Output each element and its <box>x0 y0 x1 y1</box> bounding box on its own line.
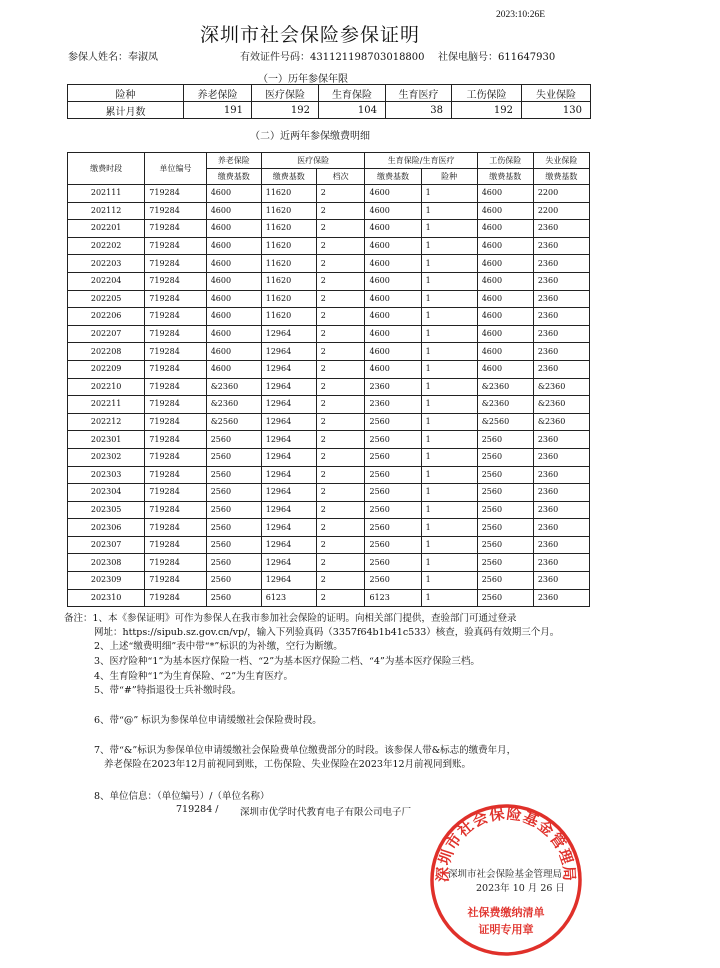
table-cell: 719284 <box>145 484 206 502</box>
table-cell: 202203 <box>68 255 145 273</box>
summary-header-cell: 生育医疗 <box>386 85 452 102</box>
table-cell: 719284 <box>145 202 206 220</box>
table-cell: 1 <box>421 448 477 466</box>
table-cell: 1 <box>421 325 477 343</box>
table-cell: 2560 <box>477 466 533 484</box>
table-cell: 1 <box>421 220 477 238</box>
table-cell: 1 <box>421 360 477 378</box>
detail-header-cell: 失业保险 <box>533 153 589 169</box>
table-cell: 202208 <box>68 343 145 361</box>
table-cell: 2 <box>316 501 365 519</box>
table-row <box>68 484 590 502</box>
note-7: 7、带“&”标识为参保单位申请缓缴社会保险费单位缴费部分的时段。该参保人带&标志的缴费年月， <box>94 745 517 756</box>
table-cell: 1 <box>421 185 477 203</box>
summary-value: 191 <box>184 102 252 119</box>
table-cell: 2360 <box>533 484 589 502</box>
table-cell: 6123 <box>365 589 421 607</box>
table-cell: 2560 <box>365 572 421 590</box>
table-cell: 2200 <box>533 185 589 203</box>
table-cell: 4600 <box>206 343 261 361</box>
table-cell: 719284 <box>145 413 206 431</box>
summary-header-row <box>68 85 591 102</box>
table-cell: 2360 <box>533 220 589 238</box>
note-3: 3、医疗险种“1”为基本医疗保险一档、“2”为基本医疗保险二档、“4”为基本医疗保险三档。 <box>94 656 480 667</box>
table-cell: 1 <box>421 431 477 449</box>
table-cell: 1 <box>421 396 477 414</box>
table-cell: 2560 <box>206 431 261 449</box>
detail-subheader-cell: 缴费基数 <box>477 169 533 185</box>
table-cell: 2560 <box>477 554 533 572</box>
social-security-number: 社保电脑号：611647930 <box>438 52 556 63</box>
table-cell: 719284 <box>145 536 206 554</box>
detail-header-cell: 工伤保险 <box>477 153 533 169</box>
table-cell: 4600 <box>206 185 261 203</box>
table-cell: 2560 <box>206 501 261 519</box>
table-cell: 12964 <box>261 519 316 537</box>
table-row <box>68 343 590 361</box>
table-cell: 202307 <box>68 536 145 554</box>
table-cell: 1 <box>421 466 477 484</box>
table-cell: 1 <box>421 308 477 326</box>
unit-name: 深圳市优学时代教育电子有限公司电子厂 <box>240 807 412 818</box>
table-cell: 2560 <box>477 431 533 449</box>
table-cell: 2560 <box>206 554 261 572</box>
summary-value: 192 <box>452 102 522 119</box>
table-cell: 2560 <box>365 448 421 466</box>
table-cell: 4600 <box>365 360 421 378</box>
table-cell: 2360 <box>533 290 589 308</box>
table-cell: 11620 <box>261 185 316 203</box>
table-row <box>68 413 590 431</box>
table-cell: 719284 <box>145 308 206 326</box>
table-cell: 719284 <box>145 396 206 414</box>
table-row <box>68 290 590 308</box>
table-row <box>68 466 590 484</box>
table-cell: 4600 <box>206 272 261 290</box>
table-row <box>68 501 590 519</box>
table-cell: 202207 <box>68 325 145 343</box>
table-cell: 2560 <box>206 466 261 484</box>
table-cell: 1 <box>421 572 477 590</box>
table-cell: 12964 <box>261 360 316 378</box>
summary-header-cell: 工伤保险 <box>452 85 522 102</box>
table-cell: 1 <box>421 378 477 396</box>
table-cell: 719284 <box>145 431 206 449</box>
table-cell: 1 <box>421 272 477 290</box>
summary-header-cell: 养老保险 <box>184 85 252 102</box>
table-cell: 2360 <box>533 572 589 590</box>
table-cell: &2360 <box>477 396 533 414</box>
table-cell: 719284 <box>145 448 206 466</box>
table-cell: 4600 <box>206 220 261 238</box>
detail-subheader-cell: 缴费基数 <box>206 169 261 185</box>
detail-subheader-cell: 缴费基数 <box>365 169 421 185</box>
table-cell: 202206 <box>68 308 145 326</box>
table-cell: 2560 <box>365 519 421 537</box>
note-8: 8、单位信息：（单位编号）/（单位名称） <box>94 791 270 802</box>
table-cell: 2360 <box>365 378 421 396</box>
table-cell: 4600 <box>206 308 261 326</box>
table-cell: 202303 <box>68 466 145 484</box>
table-row <box>68 431 590 449</box>
table-cell: 6123 <box>261 589 316 607</box>
note-1-continued: 网址：https://sipub.sz.gov.cn/vp/，输入下列验真码（3357f64b1b41c533）核查，验真码有效期三个月。 <box>94 627 560 638</box>
insured-name: 参保人姓名：奉淑凤 <box>68 52 158 63</box>
table-row <box>68 589 590 607</box>
table-cell: 12964 <box>261 501 316 519</box>
table-cell: 2360 <box>365 396 421 414</box>
summary-row-label: 累计月数 <box>68 102 184 119</box>
note-4: 4、生育险种“1”为生育保险、“2”为生育医疗。 <box>94 671 294 682</box>
table-cell: 2560 <box>206 484 261 502</box>
table-cell: 2 <box>316 572 365 590</box>
table-row <box>68 308 590 326</box>
table-row <box>68 272 590 290</box>
summary-table <box>67 84 591 119</box>
table-cell: 4600 <box>477 290 533 308</box>
summary-header-cell: 生育保险 <box>319 85 386 102</box>
table-cell: 202304 <box>68 484 145 502</box>
table-cell: 2 <box>316 272 365 290</box>
table-cell: 2 <box>316 484 365 502</box>
table-cell: 1 <box>421 484 477 502</box>
table-cell: 2360 <box>533 325 589 343</box>
table-cell: &2360 <box>533 396 589 414</box>
table-cell: 2560 <box>365 536 421 554</box>
summary-value-row <box>68 102 591 119</box>
table-cell: 202201 <box>68 220 145 238</box>
detail-subheader-cell: 档次 <box>316 169 365 185</box>
detail-table <box>67 152 590 607</box>
table-cell: 719284 <box>145 290 206 308</box>
table-cell: 1 <box>421 413 477 431</box>
detail-subheader-cell: 缴费基数 <box>533 169 589 185</box>
summary-section-title: （一）历年参保年限 <box>258 74 348 85</box>
table-cell: 11620 <box>261 308 316 326</box>
table-cell: 2560 <box>477 589 533 607</box>
table-row <box>68 202 590 220</box>
table-cell: 1 <box>421 501 477 519</box>
table-cell: 12964 <box>261 378 316 396</box>
table-cell: 719284 <box>145 589 206 607</box>
table-cell: 719284 <box>145 272 206 290</box>
table-cell: 2360 <box>533 519 589 537</box>
table-cell: 11620 <box>261 202 316 220</box>
table-cell: 1 <box>421 202 477 220</box>
table-cell: 202112 <box>68 202 145 220</box>
table-cell: 719284 <box>145 554 206 572</box>
table-cell: 11620 <box>261 255 316 273</box>
id-number: 有效证件号码：431121198703018800 <box>240 52 425 63</box>
table-cell: 2360 <box>533 343 589 361</box>
detail-section-title: （二）近两年参保缴费明细 <box>250 131 370 142</box>
table-cell: 4600 <box>365 308 421 326</box>
note-1: 备注：1、本《参保证明》可作为参保人在我市参加社会保险的证明。向相关部门提供，查验部门可通过登录 <box>64 613 517 624</box>
table-cell: 202209 <box>68 360 145 378</box>
table-cell: 12964 <box>261 396 316 414</box>
table-cell: 2 <box>316 290 365 308</box>
table-cell: 4600 <box>365 343 421 361</box>
table-row <box>68 360 590 378</box>
detail-header-cell: 单位编号 <box>145 153 206 185</box>
table-row <box>68 220 590 238</box>
table-row <box>68 448 590 466</box>
table-cell: 2360 <box>533 536 589 554</box>
note-6: 6、带“@” 标识为参保单位申请缓缴社会保险费时段。 <box>94 715 322 726</box>
table-cell: 202306 <box>68 519 145 537</box>
detail-header-cell: 养老保险 <box>206 153 261 169</box>
table-cell: 12964 <box>261 572 316 590</box>
table-cell: 202308 <box>68 554 145 572</box>
table-cell: 2 <box>316 308 365 326</box>
table-row <box>68 572 590 590</box>
table-cell: 4600 <box>365 255 421 273</box>
table-cell: 1 <box>421 589 477 607</box>
table-cell: 4600 <box>477 255 533 273</box>
summary-header-cell: 险种 <box>68 85 184 102</box>
table-cell: 2560 <box>365 431 421 449</box>
table-cell: 2360 <box>533 554 589 572</box>
detail-subheader-cell: 缴费基数 <box>261 169 316 185</box>
table-cell: 2 <box>316 589 365 607</box>
table-cell: 2560 <box>477 484 533 502</box>
table-cell: 202111 <box>68 185 145 203</box>
seal-ring-text: 深圳市社会保险基金管理局 <box>433 804 579 883</box>
table-cell: 2 <box>316 360 365 378</box>
table-cell: 2 <box>316 325 365 343</box>
table-cell: 2360 <box>533 466 589 484</box>
seal-line-1: 社保费缴纳清单 <box>467 906 545 919</box>
table-cell: 4600 <box>365 272 421 290</box>
table-cell: 4600 <box>477 220 533 238</box>
table-cell: 2 <box>316 536 365 554</box>
seal-line-2: 证明专用章 <box>478 923 534 936</box>
table-cell: 2360 <box>533 589 589 607</box>
table-cell: 4600 <box>365 202 421 220</box>
detail-header-cell: 缴费时段 <box>68 153 145 185</box>
table-cell: 4600 <box>477 272 533 290</box>
table-cell: 1 <box>421 536 477 554</box>
note-7-continued: 养老保险在2023年12月前视同到账，工伤保险、失业保险在2023年12月前视同到账。 <box>104 759 472 770</box>
table-cell: 2 <box>316 519 365 537</box>
summary-header-cell: 失业保险 <box>522 85 591 102</box>
table-cell: 202301 <box>68 431 145 449</box>
table-cell: 719284 <box>145 237 206 255</box>
table-cell: 202210 <box>68 378 145 396</box>
table-cell: 4600 <box>206 202 261 220</box>
table-cell: 12964 <box>261 343 316 361</box>
table-cell: 2 <box>316 448 365 466</box>
document-date: 2023:10:26E <box>496 10 546 20</box>
table-cell: 4600 <box>477 237 533 255</box>
table-cell: 2 <box>316 413 365 431</box>
table-cell: 4600 <box>477 202 533 220</box>
table-cell: 4600 <box>365 237 421 255</box>
detail-header-cell: 生育保险/生育医疗 <box>365 153 477 169</box>
table-row <box>68 519 590 537</box>
table-cell: 2560 <box>365 554 421 572</box>
table-cell: 12964 <box>261 536 316 554</box>
table-cell: 2 <box>316 378 365 396</box>
table-cell: 202305 <box>68 501 145 519</box>
detail-table-body <box>68 185 590 607</box>
table-cell: 11620 <box>261 220 316 238</box>
table-cell: 202205 <box>68 290 145 308</box>
summary-value: 130 <box>522 102 591 119</box>
table-cell: 2 <box>316 396 365 414</box>
table-cell: 2560 <box>477 501 533 519</box>
table-cell: &2360 <box>206 378 261 396</box>
table-cell: &2360 <box>533 413 589 431</box>
table-cell: 2360 <box>533 237 589 255</box>
table-cell: 2560 <box>365 466 421 484</box>
table-cell: 4600 <box>477 360 533 378</box>
table-cell: 2560 <box>206 536 261 554</box>
table-cell: 2 <box>316 202 365 220</box>
table-cell: 2360 <box>533 360 589 378</box>
summary-value: 192 <box>252 102 319 119</box>
table-row <box>68 536 590 554</box>
table-cell: 11620 <box>261 290 316 308</box>
table-cell: 719284 <box>145 466 206 484</box>
detail-header-row <box>68 153 590 169</box>
table-cell: 1 <box>421 343 477 361</box>
table-row <box>68 255 590 273</box>
table-cell: 12964 <box>261 554 316 572</box>
table-row <box>68 396 590 414</box>
table-cell: 12964 <box>261 484 316 502</box>
table-cell: 2560 <box>477 572 533 590</box>
document-title: 深圳市社会保险参保证明 <box>199 24 420 46</box>
table-cell: 4600 <box>206 325 261 343</box>
table-cell: 202211 <box>68 396 145 414</box>
table-cell: 2560 <box>365 413 421 431</box>
table-cell: 2360 <box>533 448 589 466</box>
table-cell: 2560 <box>206 572 261 590</box>
table-cell: 4600 <box>365 185 421 203</box>
unit-code: 719284 / <box>176 804 219 815</box>
table-cell: &2560 <box>206 413 261 431</box>
table-cell: 2 <box>316 220 365 238</box>
summary-header-cell: 医疗保险 <box>252 85 319 102</box>
table-cell: 12964 <box>261 448 316 466</box>
table-cell: 2560 <box>206 448 261 466</box>
table-cell: 4600 <box>206 290 261 308</box>
table-cell: 12964 <box>261 466 316 484</box>
table-cell: 2360 <box>533 255 589 273</box>
table-cell: 1 <box>421 237 477 255</box>
table-cell: 2360 <box>533 272 589 290</box>
table-cell: 202302 <box>68 448 145 466</box>
table-cell: 4600 <box>206 255 261 273</box>
table-row <box>68 325 590 343</box>
table-cell: 719284 <box>145 185 206 203</box>
table-cell: 2560 <box>477 448 533 466</box>
table-row <box>68 554 590 572</box>
table-cell: 2 <box>316 237 365 255</box>
table-cell: 719284 <box>145 519 206 537</box>
table-cell: 4600 <box>206 237 261 255</box>
seal-overlay-date: 2023年 10 月 26 日 <box>476 883 565 894</box>
summary-value: 38 <box>386 102 452 119</box>
table-cell: 1 <box>421 255 477 273</box>
table-cell: 719284 <box>145 343 206 361</box>
table-cell: 2 <box>316 554 365 572</box>
table-cell: 1 <box>421 554 477 572</box>
table-cell: 12964 <box>261 431 316 449</box>
table-cell: 4600 <box>365 325 421 343</box>
detail-header-cell: 医疗保险 <box>261 153 365 169</box>
table-cell: 12964 <box>261 413 316 431</box>
table-cell: 2560 <box>477 519 533 537</box>
table-cell: 202204 <box>68 272 145 290</box>
table-cell: 2560 <box>206 519 261 537</box>
table-cell: 719284 <box>145 378 206 396</box>
table-cell: 4600 <box>477 343 533 361</box>
table-cell: 202310 <box>68 589 145 607</box>
detail-subheader-cell: 险种 <box>421 169 477 185</box>
table-cell: 2360 <box>533 431 589 449</box>
table-cell: 12964 <box>261 325 316 343</box>
table-cell: 1 <box>421 290 477 308</box>
table-cell: 4600 <box>365 220 421 238</box>
table-cell: 2560 <box>365 484 421 502</box>
table-cell: 719284 <box>145 360 206 378</box>
table-cell: 719284 <box>145 220 206 238</box>
table-cell: 4600 <box>365 290 421 308</box>
table-cell: &2560 <box>477 413 533 431</box>
table-row <box>68 185 590 203</box>
table-cell: 719284 <box>145 501 206 519</box>
table-cell: 2 <box>316 185 365 203</box>
table-cell: 2560 <box>477 536 533 554</box>
table-cell: 4600 <box>206 360 261 378</box>
seal-overlay-office: 深圳市社会保险基金管理局 <box>448 869 563 880</box>
table-row <box>68 378 590 396</box>
table-cell: 2 <box>316 255 365 273</box>
table-cell: 2360 <box>533 308 589 326</box>
table-cell: 2200 <box>533 202 589 220</box>
table-cell: 2560 <box>206 589 261 607</box>
table-cell: 4600 <box>477 325 533 343</box>
summary-value: 104 <box>319 102 386 119</box>
table-cell: 2360 <box>533 501 589 519</box>
table-cell: 719284 <box>145 572 206 590</box>
table-cell: 1 <box>421 519 477 537</box>
table-cell: 202212 <box>68 413 145 431</box>
note-2: 2、上述“缴费明细”表中带“*”标识的为补缴，空行为断缴。 <box>94 641 343 652</box>
table-cell: &2360 <box>477 378 533 396</box>
table-cell: 2 <box>316 466 365 484</box>
table-cell: 2 <box>316 431 365 449</box>
table-cell: 719284 <box>145 325 206 343</box>
table-cell: 11620 <box>261 237 316 255</box>
table-cell: &2360 <box>533 378 589 396</box>
note-5: 5、带“#”特指退役士兵补缴时段。 <box>94 685 242 696</box>
table-cell: 202309 <box>68 572 145 590</box>
table-cell: 4600 <box>477 185 533 203</box>
table-cell: &2360 <box>206 396 261 414</box>
table-cell: 2560 <box>365 501 421 519</box>
table-cell: 4600 <box>477 308 533 326</box>
table-cell: 202202 <box>68 237 145 255</box>
table-cell: 719284 <box>145 255 206 273</box>
table-cell: 11620 <box>261 272 316 290</box>
table-cell: 2 <box>316 343 365 361</box>
table-row <box>68 237 590 255</box>
